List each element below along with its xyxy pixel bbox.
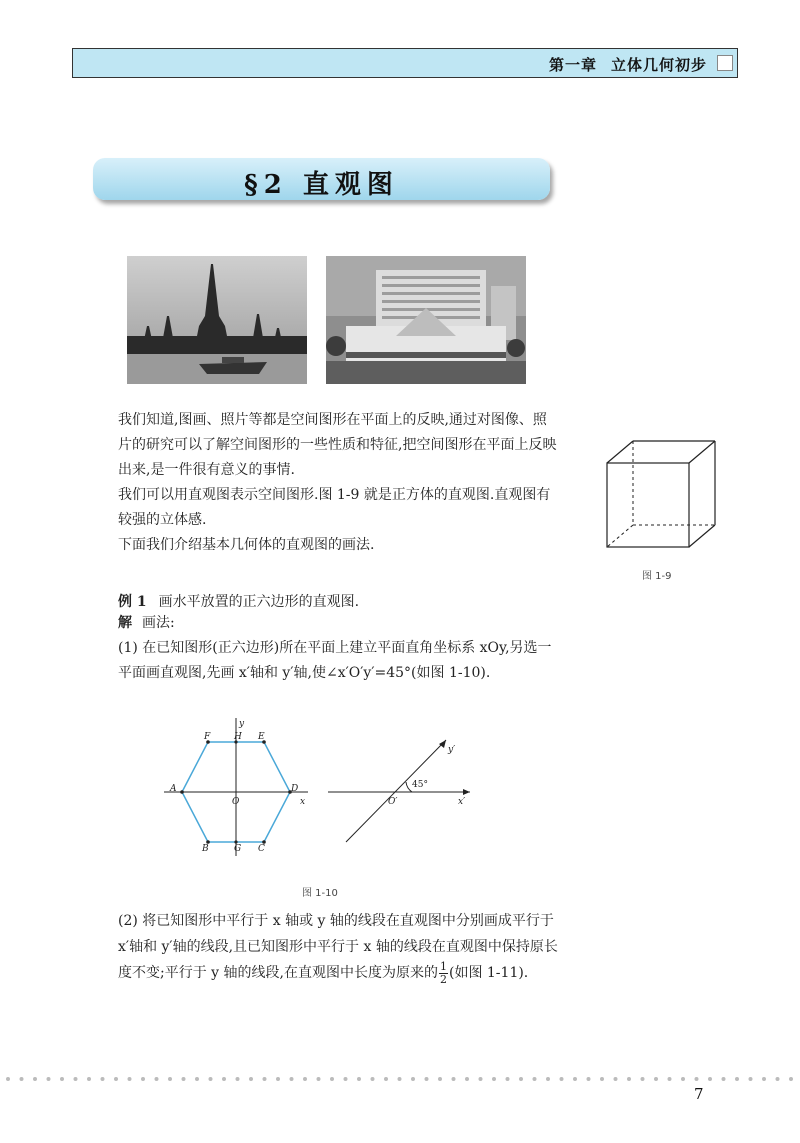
- footer-dot: [303, 1077, 307, 1081]
- footer-dot: [330, 1077, 334, 1081]
- footer-dot: [452, 1077, 456, 1081]
- direct-view-paragraph: 我们可以用直观图表示空间图形.图 1-9 就是正方体的直观图.直观图有较强的立体感.: [118, 487, 551, 528]
- footer-dot: [87, 1077, 91, 1081]
- one-half-fraction: [439, 961, 448, 986]
- footer-dot: [546, 1077, 550, 1081]
- figure-1-9-label: 图 1-9: [642, 571, 672, 582]
- solution-line: [118, 612, 175, 632]
- section-title: §2 直观图: [244, 170, 399, 200]
- footer-dot: [668, 1077, 672, 1081]
- footer-dot: [195, 1077, 199, 1081]
- footer-dot: [141, 1077, 145, 1081]
- footer-dot: [735, 1077, 739, 1081]
- footer-dot: [411, 1077, 415, 1081]
- footer-dot: [209, 1077, 213, 1081]
- footer-dot: [627, 1077, 631, 1081]
- figure-1-10: [160, 710, 480, 860]
- step-2-text: [118, 908, 558, 986]
- footer-dot: [249, 1077, 253, 1081]
- step-2-tail: (如图 1-11).: [448, 965, 529, 981]
- footer-dot: [614, 1077, 618, 1081]
- footer-dot: [128, 1077, 132, 1081]
- intro-paragraph: 我们知道,图画、照片等都是空间图形在平面上的反映,通过对图像、照片的研究可以了解空间图形的一些性质和特征,把空间图形在平面上反映出来,是一件很有意义的事情.: [118, 412, 557, 478]
- solution-text: 画法:: [142, 615, 175, 631]
- footer-dot: [20, 1077, 24, 1081]
- footer-dot: [344, 1077, 348, 1081]
- solution-label: 解: [118, 615, 132, 631]
- label-B: B: [202, 844, 209, 854]
- footer-dot: [519, 1077, 523, 1081]
- example-label: 例 1: [118, 594, 147, 610]
- footer-dot: [236, 1077, 240, 1081]
- footer-dot: [276, 1077, 280, 1081]
- footer-dot: [465, 1077, 469, 1081]
- angle-label: 45°: [412, 780, 428, 790]
- footer-dot: [492, 1077, 496, 1081]
- method-intro-paragraph: 下面我们介绍基本几何体的直观图的画法.: [118, 537, 375, 553]
- footer-dot: [789, 1077, 793, 1081]
- footer-dot: [425, 1077, 429, 1081]
- footer-dot: [60, 1077, 64, 1081]
- footer-dot: [6, 1077, 10, 1081]
- label-H: H: [234, 732, 242, 742]
- footer-dot: [506, 1077, 510, 1081]
- label-E: E: [258, 732, 265, 742]
- footer-dot: [479, 1077, 483, 1081]
- step-2-main: (2) 将已知图形中平行于 x 轴或 y 轴的线段在直观图中分别画成平行于 x′轴和 y′轴的线段,且已知图形中平行于 x 轴的线段在直观图中保持原长度不变;平行于 y 轴的线段,在直观图中长度为原来的: [118, 913, 558, 981]
- footer-dot: [438, 1077, 442, 1081]
- footer-dot: [587, 1077, 591, 1081]
- label-A: A: [170, 784, 177, 794]
- footer-dot: [114, 1077, 118, 1081]
- footer-dot: [290, 1077, 294, 1081]
- label-D: D: [291, 784, 299, 794]
- footer-dot: [654, 1077, 658, 1081]
- step-1-text: (1) 在已知图形(正六边形)所在平面上建立平面直角坐标系 xOy,另选一平面画直观图,先画 x′轴和 y′轴,使∠x′O′y′=45°(如图 1-10).: [118, 640, 552, 681]
- chapter-header: [72, 48, 738, 78]
- footer-dot: [573, 1077, 577, 1081]
- footer-dot: [168, 1077, 172, 1081]
- temple-photo: [127, 256, 307, 384]
- footer-dot: [708, 1077, 712, 1081]
- footer-dot: [641, 1077, 645, 1081]
- footer-dot: [182, 1077, 186, 1081]
- footer-dot: [722, 1077, 726, 1081]
- header-title: 立体几何初步: [610, 56, 707, 74]
- footer-dot: [74, 1077, 78, 1081]
- label-C: C: [258, 844, 265, 854]
- footer-dot: [776, 1077, 780, 1081]
- footer-dot: [749, 1077, 753, 1081]
- footer-dot: [47, 1077, 51, 1081]
- y-prime-axis: [346, 740, 446, 842]
- building-photo: [326, 256, 526, 384]
- example-text: 画水平放置的正六边形的直观图.: [158, 594, 360, 610]
- label-y: y: [239, 719, 245, 729]
- figure-1-10-label: 图 1-10: [302, 888, 338, 899]
- header-chapter: 第一章: [548, 56, 597, 74]
- footer-dot: [695, 1077, 699, 1081]
- footer-dot: [600, 1077, 604, 1081]
- cube-figure: [603, 437, 719, 553]
- footer-dot: [762, 1077, 766, 1081]
- footer-dot: [533, 1077, 537, 1081]
- footer-dot: [398, 1077, 402, 1081]
- footer-dot: [357, 1077, 361, 1081]
- footer-dotted-rule: [0, 1075, 800, 1083]
- footer-dot: [371, 1077, 375, 1081]
- footer-dot: [317, 1077, 321, 1081]
- header-square-decoration: [717, 55, 733, 71]
- footer-dot: [33, 1077, 37, 1081]
- fraction-denominator: 2: [439, 972, 447, 986]
- footer-dot: [560, 1077, 564, 1081]
- footer-dot: [263, 1077, 267, 1081]
- footer-dot: [101, 1077, 105, 1081]
- page-number: 7: [694, 1085, 704, 1103]
- header-text: [549, 54, 707, 75]
- label-x: x: [300, 797, 306, 807]
- footer-dot: [155, 1077, 159, 1081]
- footer-dot: [384, 1077, 388, 1081]
- fraction-numerator: 1: [439, 959, 447, 973]
- label-o-prime: O′: [388, 797, 398, 807]
- section-banner: [93, 158, 550, 200]
- label-y-prime: y′: [448, 745, 456, 755]
- label-G: G: [234, 844, 242, 854]
- footer-dot: [681, 1077, 685, 1081]
- example-1: [118, 591, 359, 611]
- label-x-prime: x′: [458, 797, 466, 807]
- label-O: O: [232, 797, 240, 807]
- footer-dot: [222, 1077, 226, 1081]
- label-F: F: [204, 732, 211, 742]
